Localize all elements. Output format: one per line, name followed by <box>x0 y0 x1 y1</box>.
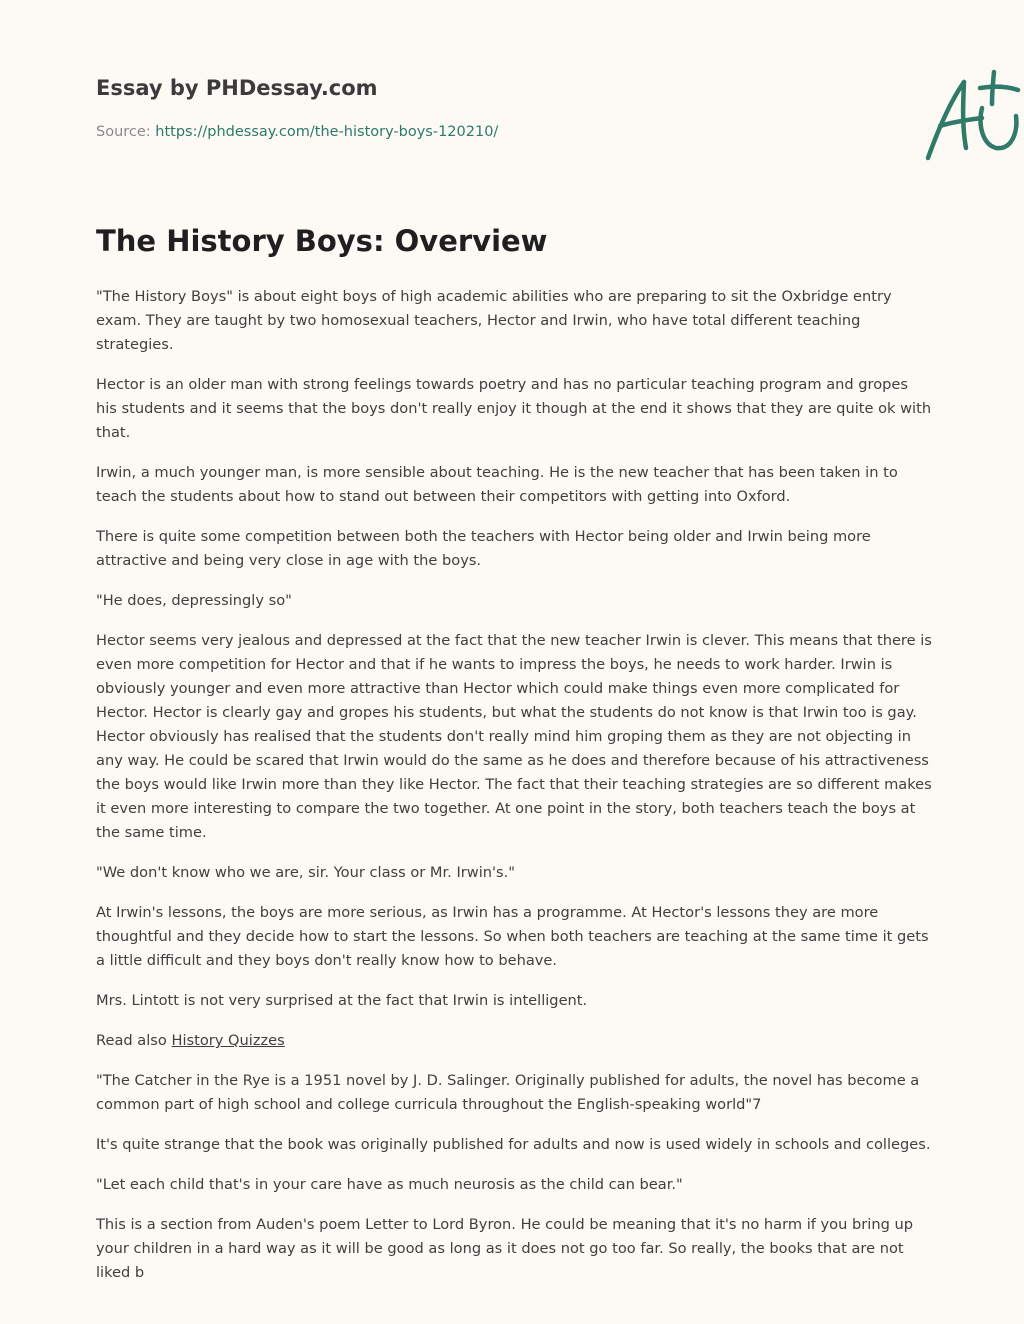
source-label: Source: <box>96 124 151 140</box>
paragraph-quote: "He does, depressingly so" <box>96 592 292 609</box>
paragraph-quote: "Let each child that's in your care have as much neurosis as the child can bear." <box>96 1176 683 1193</box>
paragraph: This is a section from Auden's poem Letter to Lord Byron. He could be meaning that it's no harm if you bring up your children in a hard way as it will be good as long as it does not go too far. So really, the books that are not liked b <box>96 1216 913 1281</box>
read-also <box>96 1029 932 1053</box>
essay-title: The History Boys: Overview <box>96 224 548 258</box>
paragraph-quote: "The Catcher in the Rye is a 1951 novel by J. D. Salinger. Originally published for adults, the novel has become a common part of high school and college curricula throughout the English-speaking world"7 <box>96 1072 920 1113</box>
read-also-label: Read also <box>96 1032 167 1049</box>
source-line <box>96 124 498 140</box>
paragraph: It's quite strange that the book was originally published for adults and now is used widely in schools and colleges. <box>96 1136 931 1153</box>
paragraph: Mrs. Lintott is not very surprised at the fact that Irwin is intelligent. <box>96 992 588 1009</box>
a-plus-logo-icon <box>918 68 1024 164</box>
read-also-link[interactable]: History Quizzes <box>171 1032 285 1049</box>
essay-body <box>96 285 932 1301</box>
paragraph: At Irwin's lessons, the boys are more serious, as Irwin has a programme. At Hector's lessons they are more thoughtful and they decide how to start the lessons. So when both teachers are teaching at the same time it gets a little difficult and they boys don't really know how to behave. <box>96 904 929 969</box>
paragraph: Hector is an older man with strong feelings towards poetry and has no particular teaching program and gropes his students and it seems that the boys don't really enjoy it though at the end it shows that they are quite ok with that. <box>96 376 932 441</box>
paragraph: There is quite some competition between both the teachers with Hector being older and Irwin being more attractive and being very close in age with the boys. <box>96 528 871 569</box>
paragraph: Hector seems very jealous and depressed at the fact that the new teacher Irwin is clever. This means that there is even more competition for Hector and that if he wants to impress the boys, he needs to work harder. Irwin is obviously younger and even more attractive than Hector which could make things even more complicated for Hector. Hector is clearly gay and gropes his students, but what the students do not know is that Irwin too is gay. Hector obviously has realised that the students don't really mind him groping them as they are not objecting in any way. He could be scared that Irwin would do the same as he does and therefore because of his attractiveness the boys would like Irwin more than they like Hector. The fact that their teaching strategies are so different makes it even more interesting to compare the two together. At one point in the story, both teachers teach the boys at the same time. <box>96 632 932 841</box>
site-title: Essay by PHDessay.com <box>96 76 378 100</box>
paragraph: Irwin, a much younger man, is more sensible about teaching. He is the new teacher that has been taken in to teach the students about how to stand out between their competitors with getting into Oxford. <box>96 464 898 505</box>
paragraph-quote: "We don't know who we are, sir. Your class or Mr. Irwin's." <box>96 864 515 881</box>
paragraph: "The History Boys" is about eight boys of high academic abilities who are preparing to sit the Oxbridge entry exam. They are taught by two homosexual teachers, Hector and Irwin, who have total different teaching strategies. <box>96 288 892 353</box>
source-link[interactable]: https://phdessay.com/the-history-boys-120210/ <box>155 124 499 140</box>
